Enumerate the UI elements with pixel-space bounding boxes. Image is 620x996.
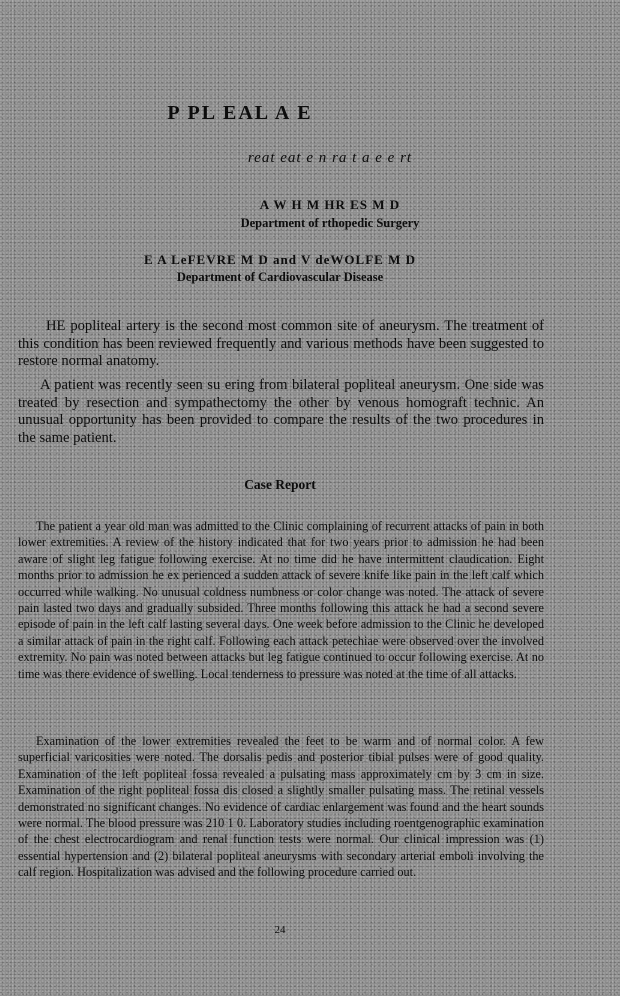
intro-paragraph-2: A patient was recently seen su ering from bilateral popliteal aneurysm. One side was treated by resection and sympathectomy the other by venous homograft technic. An unusual opportunity has been provided to compare the results of the two procedures in the same patient. [18, 377, 544, 446]
department-line-1: Department of rthopedic Surgery [240, 216, 420, 230]
article-title: P PL EAL A E [167, 102, 313, 124]
case-paragraph-1: The patient a year old man was admitted to the Clinic complaining of recurrent attacks of pain in both lower extremities. A review of the history indicated that for two years prior to admission he had been aware of slight leg fatigue following exercise. At no time did he have intermittent claudication. Eight months prior to admission he ex perienced a sudden attack of severe knife like pain in the left calf which occurred while walking. No unusual coldness numbness or color change was noted. The attack of severe pain lasted two days and gradually subsided. Three months following this attack he had a second severe episode of pain in the left calf lasting several days. One week before admission to the Clinic he developed a similar attack of pain in the right calf. Following each attack petechiae were observed over the involved extremity. No pain was noted between attacks but leg fatigue continued to occur following exercise. At no time was there evidence of swelling. Local tenderness to pressure was noted at the time of all attacks. [18, 519, 544, 681]
article-subtitle: reat eat e n ra t a e e rt [247, 150, 413, 166]
case-paragraph-2: Examination of the lower extremities revealed the feet to be warm and of normal color. A few superficial varicosities were noted. The dorsalis pedis and posterior tibial pulses were of good quality. Examination of the left popliteal fossa revealed a pulsating mass approximately cm by 3 cm in size. Examination of the right popliteal fossa dis closed a slightly smaller pulsating mass. The retinal vessels demonstrated no significant changes. No evidence of cardiac enlargement was found and the heart sounds were normal. The blood pressure was 210 1 0. Laboratory studies including roentgenographic examination of the chest electrocardiogram and renal function tests were normal. Our clinical impression was (1) essential hypertension and (2) bilateral popliteal aneurysms with secondary arterial emboli involving the calf region. Hospitalization was advised and the following procedure carried out. [18, 734, 544, 880]
department-line-2: Department of Cardiovascular Disease [176, 270, 384, 284]
page-number: 24 [274, 924, 286, 936]
author-line-2: E A LeFEVRE M D and V deWOLFE M D [144, 252, 416, 267]
section-heading: Case Report [244, 477, 316, 492]
intro-paragraph-1: HE popliteal artery is the second most common site of aneurysm. The treatment of this condition has been reviewed frequently and various methods have been suggested to restore normal anatomy. [18, 318, 544, 369]
author-line-1: A W H M HR ES M D [259, 197, 401, 212]
